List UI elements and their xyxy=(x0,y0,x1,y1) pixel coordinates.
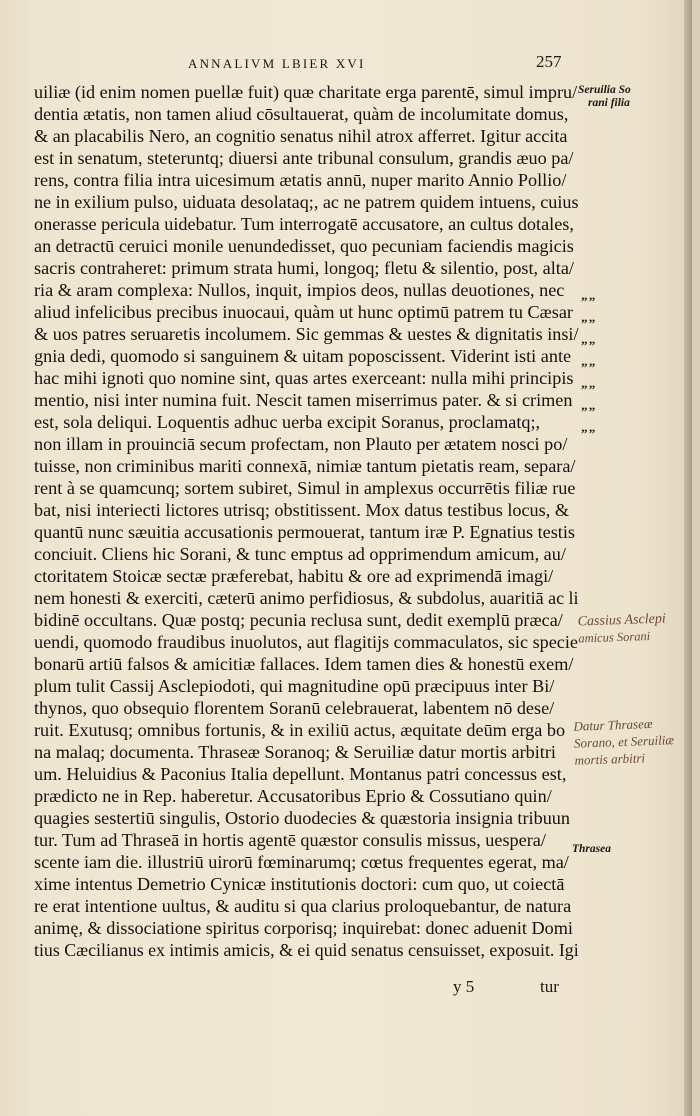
text-line: thynos, quo obsequio florentem Soranū celebrauerat, labentem nō dese/ xyxy=(34,698,555,718)
quote-mark: ” ” xyxy=(581,338,595,353)
text-line: & uos patres seruaretis incolumem. Sic gemmas & uestes & dignitatis insi/ xyxy=(34,324,579,344)
body-text xyxy=(34,81,579,961)
text-line: est in senatum, steteruntq; diuersi ante tribunal consulum, grandis æuo pa/ xyxy=(34,148,574,168)
text-line: prædicto ne in Rep. haberetur. Accusatoribus Eprio & Cossutiano quin/ xyxy=(34,786,552,806)
text-line: quantū nunc sæuitia accusationis permouerat, tantum iræ P. Egnatius testis xyxy=(34,522,575,542)
quote-mark: ” ” xyxy=(581,316,595,331)
text-line: uiliæ (id enim nomen puellæ fuit) quæ charitate erga parentē, simul impru/ xyxy=(34,82,578,102)
text-line: dentia ætatis, non tamen aliud cōsultauerat, quàm de incolumitate domus, xyxy=(34,104,569,124)
handwritten-line: Sorano, et Seruiliæ xyxy=(573,732,675,751)
text-line: ne in exilium pulso, uiduata desolataq;, ac ne patrem quidem intuens, cuius xyxy=(34,192,579,212)
text-line: nem honesti & exerciti, cæterū animo perfidiosus, & subdolus, auaritiā ac li xyxy=(34,588,579,608)
text-line: bat, nisi interiecti lictores utrisq; obstitissent. Mox datus testibus locus, & xyxy=(34,500,569,520)
quote-mark: ” ” xyxy=(581,360,595,375)
text-line: rent à se quamcunq; sortem subiret, Simul in amplexus occurrētis filiæ rue xyxy=(34,478,576,498)
text-line: aliud infelicibus precibus inuocaui, quàm ut hunc optimū patrem tu Cæsar xyxy=(34,302,573,322)
text-line: bonarū artiū falsos & amicitiæ fallaces. Idem tamen dies & honestū exem/ xyxy=(34,654,574,674)
text-line: um. Heluidius & Paconius Italia depellunt. Montanus patri concessus est, xyxy=(34,764,567,784)
handwritten-note-datur xyxy=(573,714,675,768)
catchword: tur xyxy=(540,977,559,996)
page-edge xyxy=(684,0,692,1116)
handwritten-line: amicus Sorani xyxy=(578,629,651,646)
quote-mark: ” ” xyxy=(581,294,595,309)
text-line: na malaq; documenta. Thraseæ Soranoq; & Seruiliæ datur mortis arbitri xyxy=(34,742,556,762)
quote-mark: ” ” xyxy=(581,382,595,397)
text-line: sacris contraheret: primum strata humi, longoq; fletu & silentio, post, alta/ xyxy=(34,258,574,278)
handwritten-line: Datur Thraseæ xyxy=(573,715,653,734)
text-line: an detractū ceruici monile uenundedisset, quo pecuniam faciendis magicis xyxy=(34,236,574,256)
text-line: hac mihi ignoti quo nomine sint, quas artes exerceant: nulla mihi principis xyxy=(34,368,574,388)
text-line: est, sola deliqui. Loquentis adhuc uerba excipit Soranus, proclamatq;, xyxy=(34,412,541,432)
handwritten-note-cassius xyxy=(577,610,666,647)
text-line: mentio, nisi inter numina fuit. Nescit tamen miserrimus pater. & si crimen xyxy=(34,390,573,410)
text-line: uendi, quomodo fraudibus inuolutos, aut flagitijs commaculatos, sic specie xyxy=(34,632,579,652)
text-line: & an placabilis Nero, an cognitio senatus nihil atrox afferret. Igitur accita xyxy=(34,126,568,146)
text-line: tius Cæcilianus ex intimis amicis, & ei quid senatus censuisset, exposuit. Igi xyxy=(34,940,579,960)
text-line: ruit. Exutusq; omnibus fortunis, & in exiliū actus, æquitate deūm erga bo xyxy=(34,720,566,740)
margin-note-line: Seruilia So xyxy=(578,84,631,96)
running-head: ANNALIVM LBIER XVI xyxy=(188,56,366,71)
signature-mark: y 5 xyxy=(453,977,475,996)
handwritten-line: mortis arbitri xyxy=(574,750,646,768)
text-line: plum tulit Cassij Asclepiodoti, qui magnitudine opū præcipuus inter Bi/ xyxy=(34,676,555,696)
text-line: quagies sestertiū singulis, Ostorio duodecies & quæstoria insignia tribuun xyxy=(34,808,570,828)
text-line: gnia dedi, quomodo si sanguinem & uitam poposcissent. Viderint isti ante xyxy=(34,346,572,366)
quote-mark: ” ” xyxy=(581,426,595,441)
margin-note-thrasea: Thrasea xyxy=(572,843,611,855)
margin-note-servilia xyxy=(578,84,631,110)
text-line: onerasse pericula uidebatur. Tum interrogatē accusatore, an cultus dotales, xyxy=(34,214,574,234)
margin-note-line: rani filia xyxy=(588,97,630,109)
folio-number: 257 xyxy=(536,52,562,71)
text-line: rens, contra filia intra uicesimum ætatis annū, nuper marito Annio Pollio/ xyxy=(34,170,567,190)
text-line: bidinē occultans. Quæ postq; pecunia reclusa sunt, dedit exemplū præca/ xyxy=(34,610,563,630)
quote-mark: ” ” xyxy=(581,404,595,419)
text-line: scente iam die. illustriū uirorū fœminarumq; cœtus frequentes egerat, ma/ xyxy=(34,852,569,872)
text-line: non illam in prouinciā secum profectam, non Plauto per ætatem nosci po/ xyxy=(34,434,568,454)
text-line: re erat intentione uultus, & auditu si qua clarius proloquebantur, de natura xyxy=(34,896,572,916)
text-line: ctoritatem Stoicæ sectæ præferebat, habitu & ore ad exprimendā imagi/ xyxy=(34,566,554,586)
text-line: tuisse, non criminibus mariti connexā, nimiæ tantum pietatis ream, separa/ xyxy=(34,456,576,476)
text-line: xime intentus Demetrio Cynicæ institutionis doctori: cum quo, ut coiectā xyxy=(34,874,565,894)
text-line: animę, & dissociatione spiritus corporisq; inquirebat: donec aduenit Domi xyxy=(34,918,573,938)
text-line: ria & aram complexa: Nullos, inquit, impios deos, nullas deuotiones, nec xyxy=(34,280,565,300)
text-line: tur. Tum ad Thraseā in hortis agentē quæstor consulis missus, uespera/ xyxy=(34,830,546,850)
handwritten-line: Cassius Asclepi xyxy=(577,611,666,630)
text-line: conciuit. Cliens hic Sorani, & tunc emptus ad opprimendum amicum, au/ xyxy=(34,544,566,564)
